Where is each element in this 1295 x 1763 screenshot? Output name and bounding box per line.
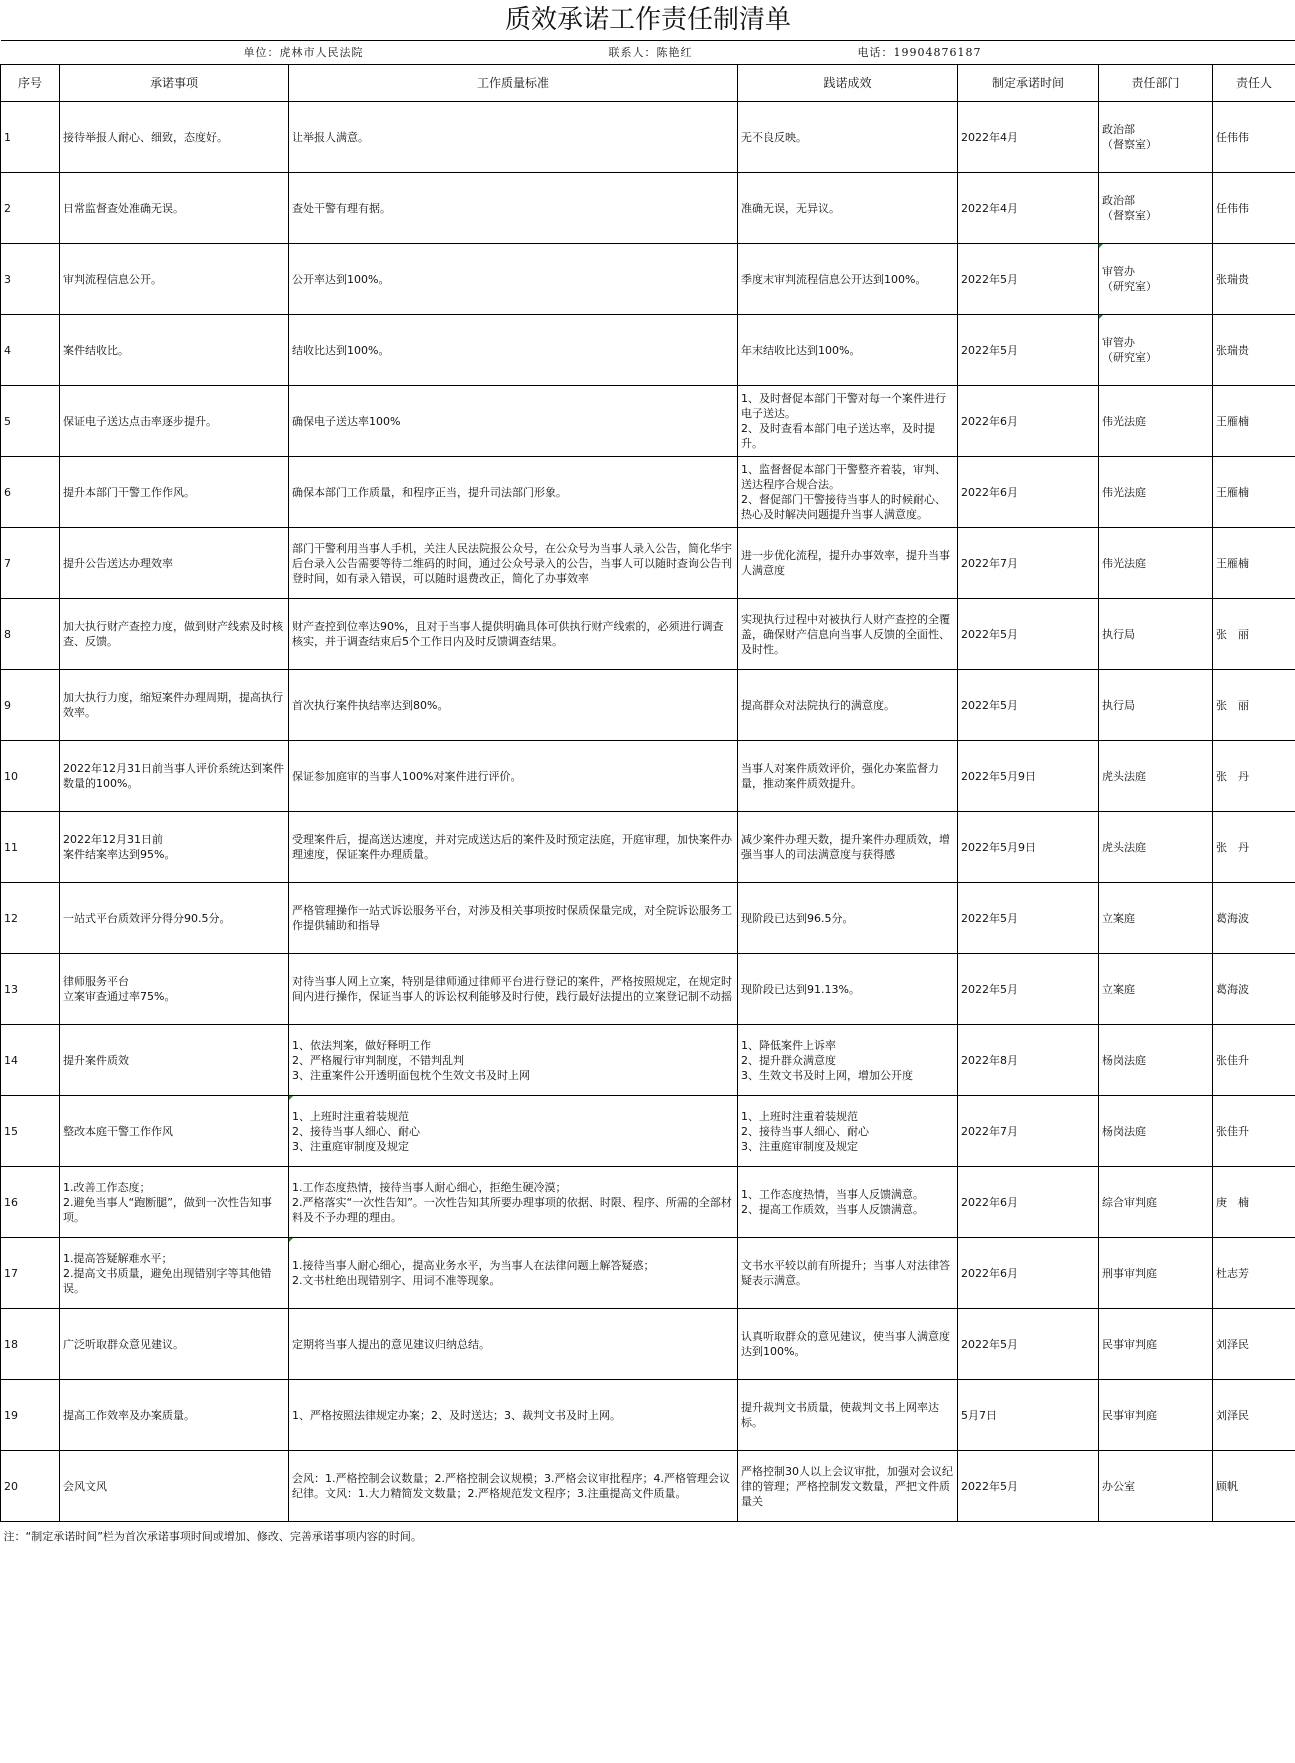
row-dept: 伟光法庭 xyxy=(1099,386,1213,457)
row-time: 2022年5月 xyxy=(958,244,1099,315)
row-item: 加大执行财产查控力度，做到财产线索及时核查、反馈。 xyxy=(60,599,289,670)
row-item: 1.改善工作态度； 2.避免当事人“跑断腿”，做到一次性告知事项。 xyxy=(60,1167,289,1238)
row-dept: 审管办 （研究室） xyxy=(1099,244,1213,315)
row-standard: 1.工作态度热情，接待当事人耐心细心，拒绝生硬冷漠； 2.严格落实“一次性告知”。一次性告知其所要办理事项的依据、时限、程序、所需的全部材料及不予办理的理由。 xyxy=(289,1167,738,1238)
row-standard: 让举报人满意。 xyxy=(289,102,738,173)
row-time: 2022年4月 xyxy=(958,173,1099,244)
table-row xyxy=(1,315,1295,386)
table-row xyxy=(1,102,1295,173)
row-standard: 会风：1.严格控制会议数量；2.严格控制会议规模；3.严格会议审批程序；4.严格管理会议纪律。文风：1.大力精简发文数量；2.严格规范发文程序；3.注重提高文件质量。 xyxy=(289,1451,738,1522)
row-no: 13 xyxy=(1,954,60,1025)
row-no: 7 xyxy=(1,528,60,599)
row-standard: 确保本部门工作质量，和程序正当，提升司法部门形象。 xyxy=(289,457,738,528)
row-result: 进一步优化流程，提升办事效率，提升当事人满意度 xyxy=(738,528,958,599)
row-result: 季度末审判流程信息公开达到100%。 xyxy=(738,244,958,315)
row-dept: 立案庭 xyxy=(1099,954,1213,1025)
row-item: 审判流程信息公开。 xyxy=(60,244,289,315)
row-no: 5 xyxy=(1,386,60,457)
header-result: 践诺成效 xyxy=(738,65,958,102)
row-item: 1.提高答疑解难水平； 2.提高文书质量，避免出现错别字等其他错误。 xyxy=(60,1238,289,1309)
header-no: 序号 xyxy=(1,65,60,102)
row-result: 准确无误，无异议。 xyxy=(738,173,958,244)
contact-label: 联系人： xyxy=(608,46,657,59)
table-row xyxy=(1,244,1295,315)
table-row xyxy=(1,1096,1295,1167)
row-result: 严格控制30人以上会议审批，加强对会议纪律的管理；严格控制发文数量，严把文件质量关 xyxy=(738,1451,958,1522)
header-standard: 工作质量标准 xyxy=(289,65,738,102)
row-standard: 查处干警有理有据。 xyxy=(289,173,738,244)
row-time: 2022年5月 xyxy=(958,599,1099,670)
row-dept: 民事审判庭 xyxy=(1099,1309,1213,1380)
table-row xyxy=(1,1167,1295,1238)
row-item: 日常监督查处准确无误。 xyxy=(60,173,289,244)
row-result: 提升裁判文书质量，使裁判文书上网率达标。 xyxy=(738,1380,958,1451)
row-person: 张瑞贵 xyxy=(1213,244,1295,315)
row-no: 16 xyxy=(1,1167,60,1238)
row-person: 杜志芳 xyxy=(1213,1238,1295,1309)
row-time: 2022年6月 xyxy=(958,1238,1099,1309)
row-dept: 审管办 （研究室） xyxy=(1099,315,1213,386)
row-result: 减少案件办理天数，提升案件办理质效，增强当事人的司法满意度与获得感 xyxy=(738,812,958,883)
row-result: 1、降低案件上诉率 2、提升群众满意度 3、生效文书及时上网，增加公开度 xyxy=(738,1025,958,1096)
table-row xyxy=(1,173,1295,244)
row-time: 2022年5月 xyxy=(958,315,1099,386)
row-standard: 受理案件后，提高送达速度，并对完成送达后的案件及时预定法庭，开庭审理，加快案件办理速度，保证案件办理质量。 xyxy=(289,812,738,883)
footnote: 注：“制定承诺时间”栏为首次承诺事项时间或增加、修改、完善承诺事项内容的时间。 xyxy=(1,1522,1295,1552)
row-no: 11 xyxy=(1,812,60,883)
row-dept: 虎头法庭 xyxy=(1099,741,1213,812)
row-person: 张 丹 xyxy=(1213,812,1295,883)
row-dept: 执行局 xyxy=(1099,599,1213,670)
row-dept: 刑事审判庭 xyxy=(1099,1238,1213,1309)
row-person: 葛海波 xyxy=(1213,883,1295,954)
row-person: 张 丽 xyxy=(1213,670,1295,741)
row-person: 王雁楠 xyxy=(1213,386,1295,457)
row-item: 提升本部门干警工作作风。 xyxy=(60,457,289,528)
row-item: 提高工作效率及办案质量。 xyxy=(60,1380,289,1451)
row-standard: 部门干警利用当事人手机，关注人民法院报公众号，在公众号为当事人录入公告，简化华宇后台录入公告需要等待二维码的时间，通过公众号录入的公告，当事人可以随时查询公告刊登时间，如有录入错误，可以随时退费改正，简化了办事效率 xyxy=(289,528,738,599)
row-person: 王雁楠 xyxy=(1213,528,1295,599)
row-time: 2022年5月9日 xyxy=(958,741,1099,812)
row-person: 顾帆 xyxy=(1213,1451,1295,1522)
row-dept: 办公室 xyxy=(1099,1451,1213,1522)
row-no: 20 xyxy=(1,1451,60,1522)
row-result: 现阶段已达到96.5分。 xyxy=(738,883,958,954)
row-time: 2022年5月 xyxy=(958,954,1099,1025)
row-no: 6 xyxy=(1,457,60,528)
unit-value: 虎林市人民法院 xyxy=(279,46,364,59)
row-no: 4 xyxy=(1,315,60,386)
row-no: 18 xyxy=(1,1309,60,1380)
row-standard: 结收比达到100%。 xyxy=(289,315,738,386)
row-result: 1、监督督促本部门干警整齐着装，审判、送达程序合规合法。 2、督促部门干警接待当事人的时候耐心、热心及时解决问题提升当事人满意度。 xyxy=(738,457,958,528)
row-standard: 1.接待当事人耐心细心，提高业务水平，为当事人在法律问题上解答疑惑； 2.文书杜绝出现错别字、用词不准等现象。 xyxy=(289,1238,738,1309)
page-title: 质效承诺工作责任制清单 xyxy=(1,0,1295,41)
row-no: 3 xyxy=(1,244,60,315)
table-row xyxy=(1,528,1295,599)
table-row xyxy=(1,741,1295,812)
row-no: 19 xyxy=(1,1380,60,1451)
row-item: 保证电子送达点击率逐步提升。 xyxy=(60,386,289,457)
row-no: 14 xyxy=(1,1025,60,1096)
row-person: 庚 楠 xyxy=(1213,1167,1295,1238)
row-item: 提升案件质效 xyxy=(60,1025,289,1096)
row-result: 文书水平较以前有所提升；当事人对法律答疑表示满意。 xyxy=(738,1238,958,1309)
row-result: 当事人对案件质效评价，强化办案监督力量，推动案件质效提升。 xyxy=(738,741,958,812)
row-no: 9 xyxy=(1,670,60,741)
info-cell xyxy=(1,41,1295,65)
table-row xyxy=(1,883,1295,954)
row-time: 2022年4月 xyxy=(958,102,1099,173)
row-result: 无不良反映。 xyxy=(738,102,958,173)
header-item: 承诺事项 xyxy=(60,65,289,102)
row-person: 任伟伟 xyxy=(1213,173,1295,244)
table-row xyxy=(1,1380,1295,1451)
row-standard: 定期将当事人提出的意见建议归纳总结。 xyxy=(289,1309,738,1380)
row-item: 接待举报人耐心、细致，态度好。 xyxy=(60,102,289,173)
row-person: 王雁楠 xyxy=(1213,457,1295,528)
row-dept: 立案庭 xyxy=(1099,883,1213,954)
row-standard: 对待当事人网上立案，特别是律师通过律师平台进行登记的案件，严格按照规定，在规定时间内进行操作，保证当事人的诉讼权利能够及时行使，践行最好法提出的立案登记制不动摇 xyxy=(289,954,738,1025)
table-row xyxy=(1,1309,1295,1380)
row-standard: 财产查控到位率达90%，且对于当事人提供明确具体可供执行财产线索的，必须进行调查核实，并于调查结束后5个工作日内及时反馈调查结果。 xyxy=(289,599,738,670)
row-result: 实现执行过程中对被执行人财产查控的全覆盖，确保财产信息向当事人反馈的全面性、及时性。 xyxy=(738,599,958,670)
row-no: 15 xyxy=(1,1096,60,1167)
header-person: 责任人 xyxy=(1213,65,1295,102)
row-result: 提高群众对法院执行的满意度。 xyxy=(738,670,958,741)
contact-value: 陈艳红 xyxy=(656,46,693,59)
header-row xyxy=(1,65,1295,102)
row-result: 1、及时督促本部门干警对每一个案件进行电子送达。 2、及时查看本部门电子送达率，及时提升。 xyxy=(738,386,958,457)
row-result: 认真听取群众的意见建议，使当事人满意度达到100%。 xyxy=(738,1309,958,1380)
title-row xyxy=(1,0,1295,41)
row-time: 2022年5月9日 xyxy=(958,812,1099,883)
row-item: 广泛听取群众意见建议。 xyxy=(60,1309,289,1380)
table-row xyxy=(1,386,1295,457)
row-item: 律师服务平台 立案审查通过率75%。 xyxy=(60,954,289,1025)
header-time: 制定承诺时间 xyxy=(958,65,1099,102)
row-standard: 1、依法判案，做好释明工作 2、严格履行审判制度，不错判乱判 3、注重案件公开透明面包枕个生效文书及时上网 xyxy=(289,1025,738,1096)
unit-label: 单位： xyxy=(243,46,280,59)
row-no: 2 xyxy=(1,173,60,244)
row-item: 整改本庭干警工作作风 xyxy=(60,1096,289,1167)
row-dept: 杨岗法庭 xyxy=(1099,1025,1213,1096)
row-person: 刘泽民 xyxy=(1213,1380,1295,1451)
table-row xyxy=(1,1238,1295,1309)
phone-value: 19904876187 xyxy=(893,46,982,59)
row-dept: 民事审判庭 xyxy=(1099,1380,1213,1451)
row-result: 1、工作态度热情，当事人反馈满意。 2、提高工作质效，当事人反馈满意。 xyxy=(738,1167,958,1238)
row-standard: 公开率达到100%。 xyxy=(289,244,738,315)
row-time: 2022年7月 xyxy=(958,1096,1099,1167)
row-standard: 首次执行案件执结率达到80%。 xyxy=(289,670,738,741)
row-person: 张 丹 xyxy=(1213,741,1295,812)
row-result: 现阶段已达到91.13%。 xyxy=(738,954,958,1025)
row-dept: 综合审判庭 xyxy=(1099,1167,1213,1238)
row-person: 刘泽民 xyxy=(1213,1309,1295,1380)
row-dept: 伟光法庭 xyxy=(1099,528,1213,599)
row-person: 任伟伟 xyxy=(1213,102,1295,173)
row-no: 1 xyxy=(1,102,60,173)
row-dept: 虎头法庭 xyxy=(1099,812,1213,883)
row-item: 2022年12月31日前当事人评价系统达到案件数量的100%。 xyxy=(60,741,289,812)
row-dept: 政治部 （督察室） xyxy=(1099,173,1213,244)
row-time: 2022年8月 xyxy=(958,1025,1099,1096)
table-row xyxy=(1,670,1295,741)
row-standard: 严格管理操作一站式诉讼服务平台，对涉及相关事项按时保质保量完成，对全院诉讼服务工作提供辅助和指导 xyxy=(289,883,738,954)
row-dept: 政治部 （督察室） xyxy=(1099,102,1213,173)
row-person: 张佳升 xyxy=(1213,1025,1295,1096)
row-item: 一站式平台质效评分得分90.5分。 xyxy=(60,883,289,954)
row-no: 10 xyxy=(1,741,60,812)
table-row xyxy=(1,599,1295,670)
row-standard: 确保电子送达率100% xyxy=(289,386,738,457)
table-row xyxy=(1,1451,1295,1522)
row-result: 1、上班时注重着装规范 2、接待当事人细心、耐心 3、注重庭审制度及规定 xyxy=(738,1096,958,1167)
row-time: 2022年5月 xyxy=(958,1309,1099,1380)
row-standard: 1、上班时注重着装规范 2、接待当事人细心、耐心 3、注重庭审制度及规定 xyxy=(289,1096,738,1167)
row-time: 2022年7月 xyxy=(958,528,1099,599)
table-row xyxy=(1,1025,1295,1096)
row-standard: 保证参加庭审的当事人100%对案件进行评价。 xyxy=(289,741,738,812)
row-time: 2022年5月 xyxy=(958,670,1099,741)
row-time: 2022年6月 xyxy=(958,457,1099,528)
row-item: 案件结收比。 xyxy=(60,315,289,386)
row-result: 年末结收比达到100%。 xyxy=(738,315,958,386)
row-time: 2022年5月 xyxy=(958,1451,1099,1522)
row-dept: 杨岗法庭 xyxy=(1099,1096,1213,1167)
table-row xyxy=(1,954,1295,1025)
row-time: 2022年6月 xyxy=(958,386,1099,457)
row-dept: 执行局 xyxy=(1099,670,1213,741)
row-item: 会风文风 xyxy=(60,1451,289,1522)
row-item: 提升公告送达办理效率 xyxy=(60,528,289,599)
row-item: 加大执行力度，缩短案件办理周期，提高执行效率。 xyxy=(60,670,289,741)
row-time: 2022年6月 xyxy=(958,1167,1099,1238)
row-time: 5月7日 xyxy=(958,1380,1099,1451)
row-no: 12 xyxy=(1,883,60,954)
row-no: 17 xyxy=(1,1238,60,1309)
row-dept: 伟光法庭 xyxy=(1099,457,1213,528)
table-row xyxy=(1,812,1295,883)
row-person: 张 丽 xyxy=(1213,599,1295,670)
row-no: 8 xyxy=(1,599,60,670)
table-row xyxy=(1,457,1295,528)
note-row xyxy=(1,1522,1295,1552)
row-standard: 1、严格按照法律规定办案；2、及时送达；3、裁判文书及时上网。 xyxy=(289,1380,738,1451)
header-dept: 责任部门 xyxy=(1099,65,1213,102)
row-time: 2022年5月 xyxy=(958,883,1099,954)
info-row xyxy=(1,41,1295,65)
row-person: 葛海波 xyxy=(1213,954,1295,1025)
phone-label: 电话： xyxy=(857,46,894,59)
row-person: 张佳升 xyxy=(1213,1096,1295,1167)
row-item: 2022年12月31日前 案件结案率达到95%。 xyxy=(60,812,289,883)
row-person: 张瑞贵 xyxy=(1213,315,1295,386)
